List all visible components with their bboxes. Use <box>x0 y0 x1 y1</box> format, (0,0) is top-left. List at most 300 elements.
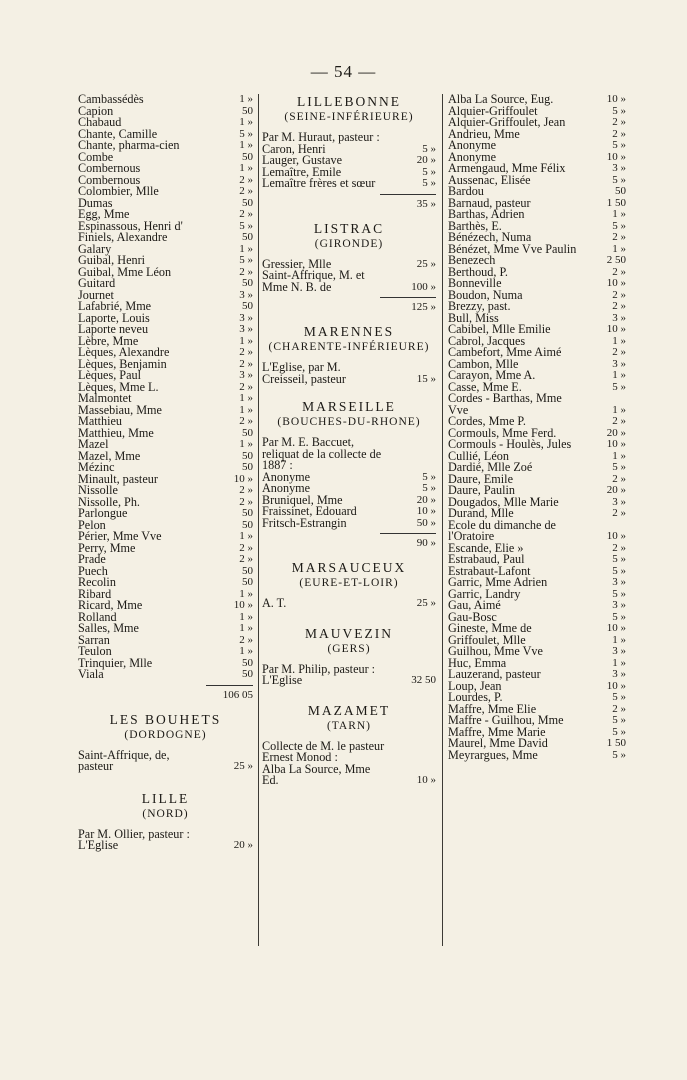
donor-name: Cormouls, Mme Ferd. <box>448 425 557 440</box>
donor-name: Anonyme <box>448 138 497 152</box>
donation-amount: 1 » <box>239 438 253 450</box>
donation-amount: 1 » <box>239 116 253 128</box>
donor-name: Brezzy, past. <box>448 299 511 313</box>
donation-amount: 5 » <box>612 748 626 761</box>
donor-name: Guitard <box>78 276 116 290</box>
donation-amount: 50 <box>242 668 253 680</box>
donation-amount: 2 » <box>612 472 626 485</box>
donation-amount: 1 » <box>239 587 253 600</box>
department-heading: (GIRONDE) <box>314 237 384 250</box>
donor-list <box>78 826 253 852</box>
donation-amount: 10 » <box>606 679 626 692</box>
donation-amount: 50 <box>242 150 253 163</box>
donor-name: Maffre - Guilhou, Mme <box>448 713 564 727</box>
donation-amount: 1 » <box>239 93 253 105</box>
donation-amount: 3 » <box>239 323 253 335</box>
donor-list <box>262 362 436 385</box>
donor-name: Galary <box>78 241 112 256</box>
donor-name: Collecte de M. le pasteur Ernest Monod : <box>262 738 385 764</box>
donor-entry <box>262 761 436 787</box>
donor-name: Lèbre, Mme <box>78 333 139 348</box>
donation-amount: 1 » <box>239 334 253 347</box>
town-heading: MARSAUCEUX <box>291 560 407 575</box>
donation-amount: 1 » <box>239 392 253 404</box>
donor-entry <box>262 437 436 472</box>
donation-amount: 20 » <box>233 839 253 851</box>
donation-amount: 3 » <box>612 668 626 680</box>
donation-amount: 3 » <box>612 495 626 508</box>
donor-name: Teulon <box>78 644 112 658</box>
donor-name: Pelon <box>78 517 106 532</box>
donation-amount: 5 » <box>612 564 626 577</box>
donor-name: Estrabaud, Paul <box>448 552 525 566</box>
department-heading: (GERS) <box>327 642 371 655</box>
donor-name: Dumas <box>78 195 113 210</box>
donation-amount: 1 » <box>239 610 253 623</box>
donation-amount: 5 » <box>612 173 626 186</box>
donation-amount: 5 » <box>612 691 626 703</box>
town-heading: LISTRAC <box>313 220 385 236</box>
donation-amount: 1 » <box>239 242 253 255</box>
donation-amount: 1 » <box>239 162 253 174</box>
donor-name: Anonyme <box>262 469 311 484</box>
total-rule <box>206 685 253 686</box>
donor-name: Boudon, Numa <box>448 287 523 302</box>
donation-amount: 1 » <box>612 449 626 462</box>
town-heading: LILLE <box>141 790 190 806</box>
donation-amount: 3 » <box>239 311 253 324</box>
donor-name: Journet <box>78 287 114 302</box>
column-2 <box>262 94 436 787</box>
donation-amount: 1 50 <box>606 737 626 749</box>
column-divider <box>258 94 259 946</box>
donor-name: Bardou <box>448 184 484 198</box>
donor-name: Fraissinet, Edouard <box>262 504 357 518</box>
town-heading: MARSEILLE <box>302 399 396 414</box>
donor-name: Cambassédès <box>78 92 144 106</box>
donation-amount: 25 » <box>233 760 253 772</box>
donor-name: Ribard <box>78 586 112 601</box>
donation-amount: 2 » <box>239 541 253 554</box>
donation-amount: 3 » <box>612 311 626 324</box>
donation-amount: 10 » <box>606 150 626 163</box>
donor-name: Lafabrié, Mme <box>78 299 152 313</box>
subtotal: 35 » <box>416 197 436 210</box>
donation-amount: 50 <box>242 196 253 209</box>
donor-name: Lauger, Gustave <box>262 153 343 167</box>
donor-list <box>262 598 436 610</box>
donor-name: Huc, Emma <box>448 655 507 670</box>
donor-name: Laporte, Louis <box>78 310 150 325</box>
donor-name: Bonneville <box>448 276 502 290</box>
donation-amount: 2 » <box>612 415 626 427</box>
donor-name: Saint-Affrique, de, pasteur <box>78 747 170 773</box>
donor-name: Guibal, Henri <box>78 253 146 267</box>
donor-name: Escande, Elie » <box>448 540 524 555</box>
donation-amount: 2 » <box>612 507 626 519</box>
donor-name: Nissolle, Ph. <box>78 494 140 509</box>
donation-amount: 1 » <box>612 633 626 646</box>
donation-amount: 2 » <box>612 300 626 312</box>
donor-name: Lourdes, P. <box>448 690 503 704</box>
donor-name: Lemaître, Emile <box>262 164 342 179</box>
donation-amount: 5 » <box>239 127 253 140</box>
donation-amount: 3 » <box>612 162 626 174</box>
donor-name: Lèques, Paul <box>78 368 141 382</box>
donor-name: L'Eglise, par M. Creisseil, pasteur <box>262 360 346 386</box>
donation-amount: 2 » <box>612 231 626 243</box>
donor-name: Bénézech, Numa <box>448 230 532 244</box>
donation-amount: 20 » <box>606 484 626 496</box>
donation-amount: 10 » <box>416 505 436 517</box>
total-rule <box>380 533 436 534</box>
town-heading: LILLEBONNE <box>297 94 401 109</box>
donation-amount: 1 » <box>612 369 626 381</box>
donation-amount: 10 » <box>606 323 626 335</box>
donation-amount: 2 » <box>239 415 253 427</box>
donation-amount: 5 » <box>612 461 626 473</box>
donation-amount: 2 » <box>239 495 253 508</box>
donation-amount: 3 » <box>239 288 253 301</box>
donor-entry <box>262 598 436 610</box>
donation-amount: 10 » <box>606 622 626 634</box>
donation-amount: 2 » <box>612 702 626 715</box>
donor-name: Anonyme <box>448 149 497 164</box>
donor-name: Sarran <box>78 632 110 647</box>
donation-amount: 1 » <box>612 403 626 416</box>
page-number: — 54 — <box>310 62 377 81</box>
donation-amount: 50 <box>242 277 253 289</box>
donor-entry <box>262 675 436 687</box>
donor-name: Barthas, Adrien <box>448 207 525 221</box>
donation-amount: 50 <box>242 656 253 669</box>
donor-name: L'Eglise <box>262 673 303 687</box>
donation-amount: 25 » <box>416 597 436 609</box>
donor-name: Egg, Mme <box>78 207 130 221</box>
donation-amount: 10 » <box>606 277 626 289</box>
donor-name: Combernous <box>78 161 141 175</box>
department-heading: (BOUCHES-DU-RHONE) <box>277 416 421 428</box>
donor-name: Gau-Bosc <box>448 609 497 624</box>
donation-amount: 2 » <box>239 265 253 278</box>
donation-amount: 2 » <box>239 553 253 565</box>
donation-amount: 1 » <box>239 403 253 416</box>
subtotal: 90 » <box>416 537 436 549</box>
donor-name: Saint-Affrique, M. et Mme N. B. de <box>262 268 365 294</box>
donation-amount: 10 » <box>416 774 436 786</box>
department-heading: (CHARENTE-INFÉRIEURE) <box>268 341 430 353</box>
donor-entry <box>78 655 253 670</box>
department-heading: (EURE-ET-LOIR) <box>299 577 399 589</box>
donor-name: Chante, Camille <box>78 126 158 141</box>
donation-amount: 2 » <box>239 357 253 370</box>
donation-amount: 2 » <box>612 541 626 554</box>
donor-name: Durand, Mlle <box>448 506 514 520</box>
donor-name: Minault, pasteur <box>78 471 158 486</box>
donor-name: Daure, Emile <box>448 471 513 486</box>
donor-name: Gressier, Mlle <box>262 256 332 271</box>
donor-name: Cambefort, Mme Aimé <box>448 345 562 359</box>
donor-name: Bénézet, Mme Vve Paulin <box>448 241 577 256</box>
donation-amount: 2 » <box>612 288 626 301</box>
subtotal: 106 05 <box>222 688 253 701</box>
donation-amount: 5 » <box>422 470 436 483</box>
donation-amount: 100 » <box>411 280 436 293</box>
donor-list <box>262 256 436 294</box>
donation-amount: 50 <box>242 518 253 531</box>
donor-name: Colombier, Mlle <box>78 184 159 198</box>
donor-name: Barthès, E. <box>448 218 502 233</box>
donation-amount: 2 » <box>239 484 253 496</box>
department-heading: (DORDOGNE) <box>124 728 207 741</box>
donation-amount: 2 » <box>239 185 253 197</box>
donor-name: Maurel, Mme David <box>448 736 548 750</box>
donor-name: Dardié, Mlle Zoé <box>448 460 533 474</box>
donor-name: Dougados, Mlle Marie <box>448 494 559 509</box>
department-heading: (SEINE-INFÉRIEURE) <box>284 111 414 123</box>
donor-list <box>262 437 436 529</box>
donor-name: A. T. <box>262 596 287 610</box>
donor-name: Rolland <box>78 609 117 624</box>
donor-name: Combe <box>78 149 114 164</box>
donation-amount: 5 » <box>422 177 436 189</box>
donation-amount: 2 » <box>612 116 626 128</box>
donor-name: Cormouls - Houlès, Jules <box>448 437 572 451</box>
donor-name: Ricard, Mme <box>78 598 143 612</box>
donation-amount: 3 » <box>612 599 626 611</box>
donation-amount: 5 » <box>239 254 253 266</box>
donor-name: Viala <box>78 667 104 681</box>
donation-amount: 10 » <box>606 530 626 542</box>
donation-amount: 5 » <box>422 165 436 178</box>
donor-name: Alquier-Griffoulet, Jean <box>448 115 566 129</box>
donation-amount: 5 » <box>422 142 436 155</box>
donor-name: Cullié, Léon <box>448 448 509 463</box>
donor-list <box>262 738 436 787</box>
donation-amount: 50 <box>242 507 253 519</box>
donor-name: Lemaître frères et sœur <box>262 176 376 190</box>
donor-entry <box>262 362 436 385</box>
donation-amount: 2 » <box>612 346 626 358</box>
total-rule <box>380 297 436 298</box>
donor-name: Griffoulet, Mlle <box>448 632 526 647</box>
donor-name: Ecole du dimanche de l'Oratoire <box>448 517 556 543</box>
donor-name: Prade <box>78 552 106 566</box>
donation-amount: 5 » <box>422 482 436 494</box>
donation-amount: 1 » <box>239 530 253 542</box>
donation-amount: 1 » <box>612 208 626 220</box>
donor-name: Massebiau, Mme <box>78 402 162 417</box>
donor-name: Andrieu, Mme <box>448 126 520 141</box>
donation-amount: 50 <box>242 449 253 462</box>
donation-amount: 50 <box>242 104 253 117</box>
total-rule <box>380 194 436 195</box>
donor-entry <box>262 178 436 190</box>
donor-name: Alba La Source, Eug. <box>448 92 554 106</box>
donation-amount: 50 <box>242 576 253 588</box>
donor-name: Mazel, Mme <box>78 448 141 463</box>
donor-entry <box>78 669 253 681</box>
donation-amount: 2 » <box>239 633 253 646</box>
donor-name: Lèques, Benjamin <box>78 356 167 371</box>
donor-name: Capion <box>78 103 114 118</box>
donation-amount: 1 » <box>239 139 253 151</box>
donor-entry <box>262 515 436 530</box>
donation-amount: 5 » <box>612 219 626 232</box>
donation-amount: 5 » <box>612 104 626 117</box>
donation-amount: 3 » <box>612 645 626 657</box>
donor-name: Anonyme <box>262 481 311 495</box>
town-heading: MARENNES <box>303 324 395 339</box>
department-heading: (NORD) <box>142 807 189 820</box>
donation-amount: 5 » <box>612 587 626 600</box>
donor-name: Finiels, Alexandre <box>78 230 168 244</box>
town-heading: LES BOUHETS <box>109 711 222 727</box>
donation-amount: 5 » <box>612 139 626 151</box>
donor-name: Perry, Mme <box>78 540 136 555</box>
donation-amount: 2 » <box>612 265 626 278</box>
donation-amount: 20 » <box>416 493 436 506</box>
donation-amount: 3 » <box>612 357 626 370</box>
donor-name: Lèques, Mme L. <box>78 379 159 394</box>
donor-list <box>78 94 253 681</box>
donor-name: Chabaud <box>78 115 122 129</box>
donor-name: Benezech <box>448 253 496 267</box>
donor-name: Aussenac, Elisée <box>448 172 531 187</box>
donation-amount: 50 <box>242 300 253 312</box>
donation-amount: 50 » <box>416 516 436 529</box>
donor-name: Chante, pharma-cien <box>78 138 180 152</box>
donor-entry <box>448 747 626 762</box>
donation-amount: 5 » <box>239 219 253 232</box>
donation-amount: 2 » <box>612 127 626 140</box>
donation-amount: 1 » <box>239 645 253 657</box>
donation-amount: 32 50 <box>411 674 436 686</box>
donor-name: Alquier-Griffoulet <box>448 103 538 118</box>
donor-list <box>262 661 436 687</box>
town-heading: MAUVEZIN <box>305 625 393 641</box>
donor-entry <box>448 517 626 543</box>
donor-entry <box>78 840 253 852</box>
donation-amount: 5 » <box>612 610 626 623</box>
donation-amount: 50 <box>242 564 253 577</box>
donor-name: Par M. E. Baccuet, reliquat de la collecte de 1887 : <box>262 435 382 472</box>
donation-amount: 5 » <box>612 725 626 738</box>
donor-name: Matthieu <box>78 414 123 428</box>
donor-list <box>78 747 253 773</box>
donor-name: Puech <box>78 563 108 578</box>
town-heading: MAZAMET <box>307 702 391 718</box>
column-3 <box>448 94 626 761</box>
donation-amount: 5 » <box>612 553 626 565</box>
donor-name: Cordes, Mme P. <box>448 414 526 428</box>
donor-name: Nissolle <box>78 483 118 497</box>
donation-amount: 10 » <box>606 438 626 450</box>
donor-name: Guilhou, Mme Vve <box>448 644 543 658</box>
donation-amount: 3 » <box>239 369 253 381</box>
donor-entry <box>262 270 436 293</box>
donor-entry <box>78 747 253 773</box>
donation-amount: 10 » <box>606 93 626 105</box>
donor-name: Meyrargues, Mme <box>448 747 538 762</box>
donor-name: Mazel <box>78 437 109 451</box>
donation-amount: 2 » <box>239 346 253 358</box>
donor-name: Maffre, Mme Elie <box>448 701 537 716</box>
donation-amount: 50 <box>615 185 626 197</box>
donor-name: Recolin <box>78 575 116 589</box>
donation-amount: 1 » <box>612 334 626 347</box>
column-divider <box>442 94 443 946</box>
donor-name: Salles, Mme <box>78 621 139 635</box>
donor-name: Armengaud, Mme Félix <box>448 161 566 175</box>
donation-amount: 2 » <box>239 173 253 186</box>
donor-name: Par M. Ollier, pasteur : <box>78 826 190 841</box>
donation-amount: 10 » <box>233 472 253 485</box>
donation-amount: 20 » <box>606 426 626 439</box>
donor-entry <box>262 738 436 764</box>
donor-name: Daure, Paulin <box>448 483 516 497</box>
subtotal: 125 » <box>411 301 436 313</box>
donor-name: Malmontet <box>78 391 132 405</box>
donor-name: Caron, Henri <box>262 141 326 156</box>
donation-amount: 50 <box>242 231 253 243</box>
donation-amount: 1 » <box>612 656 626 669</box>
donor-name: Laporte neveu <box>78 322 149 336</box>
donor-name: Fritsch-Estrangin <box>262 515 347 530</box>
donation-amount: 50 <box>242 461 253 473</box>
donation-amount: 20 » <box>416 154 436 166</box>
donor-name: Cordes - Barthas, Mme Vve <box>448 391 562 417</box>
donor-name: Lauzerand, pasteur <box>448 667 541 681</box>
column-1 <box>78 94 253 852</box>
donor-list <box>448 94 626 761</box>
donor-name: Maffre, Mme Marie <box>448 724 546 739</box>
donor-name: Cambon, Mlle <box>448 356 519 371</box>
donor-name: Lèques, Alexandre <box>78 345 170 359</box>
donation-amount: 15 » <box>416 372 436 385</box>
donor-name: Par M. Philip, pasteur : <box>262 661 376 676</box>
donation-amount: 25 » <box>416 257 436 270</box>
donor-name: Cabibel, Mlle Emilie <box>448 322 551 336</box>
donor-name: Cabrol, Jacques <box>448 333 526 348</box>
donation-amount: 3 » <box>612 576 626 588</box>
donation-amount: 1 » <box>239 622 253 634</box>
donor-name: Espinassous, Henri d' <box>78 218 183 233</box>
donation-amount: 1 50 <box>606 196 626 209</box>
donation-amount: 2 50 <box>606 254 626 266</box>
donation-amount: 50 <box>242 426 253 439</box>
donation-amount: 5 » <box>612 380 626 393</box>
donor-name: Combernous <box>78 172 141 187</box>
donation-amount: 2 » <box>239 380 253 393</box>
donation-amount: 2 » <box>239 208 253 220</box>
donor-name: Barnaud, pasteur <box>448 195 531 210</box>
donation-amount: 1 » <box>612 242 626 255</box>
donor-entry <box>448 393 626 416</box>
donor-name: Bull, Miss <box>448 310 499 325</box>
donor-name: Garric, Landry <box>448 586 521 601</box>
donor-name: Alba La Source, Mme Ed. <box>262 761 371 787</box>
donor-name: Parlongue <box>78 506 128 520</box>
donation-amount: 5 » <box>612 714 626 726</box>
donor-name: Trinquier, Mlle <box>78 655 153 670</box>
donor-name: Gineste, Mme de <box>448 621 532 635</box>
donor-name: Gau, Aimé <box>448 598 501 612</box>
donor-name: Périer, Mme Vve <box>78 529 162 543</box>
donor-name: Berthoud, P. <box>448 264 508 279</box>
donor-name: Carayon, Mme A. <box>448 368 536 382</box>
donor-name: Matthieu, Mme <box>78 425 154 440</box>
